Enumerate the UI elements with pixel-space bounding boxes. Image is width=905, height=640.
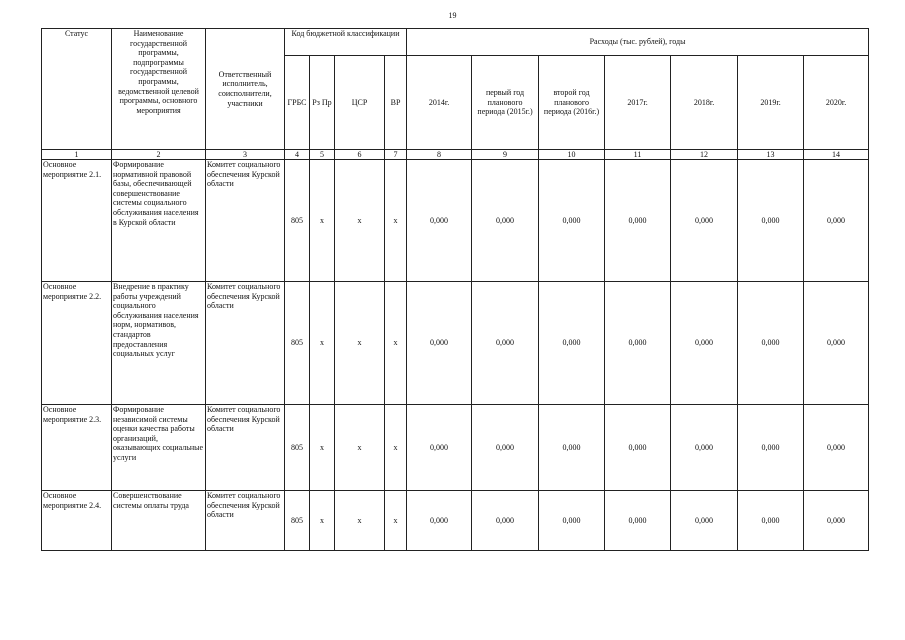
table-row <box>42 405 869 491</box>
row-value: 0,000 <box>407 160 472 282</box>
row-value: 0,000 <box>407 282 472 405</box>
row-value: 0,000 <box>671 160 738 282</box>
column-number: 10 <box>539 150 605 160</box>
row-name: Совершенствование системы оплаты труда <box>112 491 206 551</box>
row-responsible: Комитет социального обеспечения Курской области <box>206 491 285 551</box>
row-status: Основное мероприятие 2.3. <box>42 405 112 491</box>
row-responsible: Комитет социального обеспечения Курской области <box>206 160 285 282</box>
table-row <box>42 491 869 551</box>
row-value: 0,000 <box>407 405 472 491</box>
row-value: 0,000 <box>671 282 738 405</box>
row-name: Формирование нормативной правовой базы, обеспечивающей совершенствование системы социального обслуживания населения в Курской области <box>112 160 206 282</box>
row-name: Формирование независимой системы оценки качества работы организаций, оказывающих социальные услуги <box>112 405 206 491</box>
row-value: 0,000 <box>738 491 804 551</box>
row-value: 0,000 <box>605 282 671 405</box>
column-number: 12 <box>671 150 738 160</box>
column-number: 9 <box>472 150 539 160</box>
row-value: 0,000 <box>738 405 804 491</box>
column-number: 2 <box>112 150 206 160</box>
row-csr: х <box>335 160 385 282</box>
row-status: Основное мероприятие 2.2. <box>42 282 112 405</box>
row-status: Основное мероприятие 2.4. <box>42 491 112 551</box>
row-csr: х <box>335 491 385 551</box>
header-rzpr: Рз Пр <box>310 56 335 150</box>
header-year: 2017г. <box>605 56 671 150</box>
header-expenses: Расходы (тыс. рублей), годы <box>407 29 869 56</box>
header-status: Статус <box>42 29 112 150</box>
row-grbs: 805 <box>285 282 310 405</box>
header-grbs: ГРБС <box>285 56 310 150</box>
row-vr: х <box>385 282 407 405</box>
row-value: 0,000 <box>804 282 869 405</box>
row-value: 0,000 <box>804 160 869 282</box>
row-value: 0,000 <box>472 282 539 405</box>
header-year: 2018г. <box>671 56 738 150</box>
header-year: второй год планового периода (2016г.) <box>539 56 605 150</box>
column-number: 6 <box>335 150 385 160</box>
column-number: 11 <box>605 150 671 160</box>
row-status: Основное мероприятие 2.1. <box>42 160 112 282</box>
row-value: 0,000 <box>539 491 605 551</box>
column-number: 14 <box>804 150 869 160</box>
budget-table <box>41 28 869 551</box>
header-year: первый год планового периода (2015г.) <box>472 56 539 150</box>
row-value: 0,000 <box>472 160 539 282</box>
row-value: 0,000 <box>671 405 738 491</box>
row-vr: х <box>385 160 407 282</box>
row-value: 0,000 <box>804 405 869 491</box>
row-value: 0,000 <box>738 282 804 405</box>
header-year: 2020г. <box>804 56 869 150</box>
header-vr: ВР <box>385 56 407 150</box>
row-csr: х <box>335 282 385 405</box>
row-value: 0,000 <box>605 160 671 282</box>
row-rzpr: х <box>310 282 335 405</box>
row-grbs: 805 <box>285 405 310 491</box>
page-number: 19 <box>448 11 457 20</box>
column-number: 4 <box>285 150 310 160</box>
header-year: 2014г. <box>407 56 472 150</box>
row-rzpr: х <box>310 405 335 491</box>
column-number: 13 <box>738 150 804 160</box>
row-value: 0,000 <box>605 405 671 491</box>
header-budget-code: Код бюджетной классификации <box>285 29 407 56</box>
column-number: 5 <box>310 150 335 160</box>
row-csr: х <box>335 405 385 491</box>
column-number-row <box>42 150 869 160</box>
column-number: 8 <box>407 150 472 160</box>
row-name: Внедрение в практику работы учреждений социального обслуживания населения норм, нормативов, стандартов предоставления социальных услуг <box>112 282 206 405</box>
row-value: 0,000 <box>539 405 605 491</box>
header-csr: ЦСР <box>335 56 385 150</box>
row-grbs: 805 <box>285 491 310 551</box>
row-responsible: Комитет социального обеспечения Курской области <box>206 282 285 405</box>
row-responsible: Комитет социального обеспечения Курской области <box>206 405 285 491</box>
row-value: 0,000 <box>407 491 472 551</box>
row-value: 0,000 <box>804 491 869 551</box>
header-responsible: Ответственный исполнитель, соисполнители, участники <box>206 29 285 150</box>
column-number: 1 <box>42 150 112 160</box>
row-value: 0,000 <box>539 160 605 282</box>
table-row <box>42 160 869 282</box>
header-name: Наименование государственной программы, подпрограммы государственной программы, ведомственной целевой программы, основного мероприятия <box>112 29 206 150</box>
column-number: 7 <box>385 150 407 160</box>
row-rzpr: х <box>310 160 335 282</box>
row-value: 0,000 <box>472 405 539 491</box>
column-number: 3 <box>206 150 285 160</box>
row-rzpr: х <box>310 491 335 551</box>
row-vr: х <box>385 405 407 491</box>
row-value: 0,000 <box>671 491 738 551</box>
row-vr: х <box>385 491 407 551</box>
table-row <box>42 282 869 405</box>
header-year: 2019г. <box>738 56 804 150</box>
row-value: 0,000 <box>738 160 804 282</box>
row-value: 0,000 <box>472 491 539 551</box>
row-value: 0,000 <box>605 491 671 551</box>
row-value: 0,000 <box>539 282 605 405</box>
row-grbs: 805 <box>285 160 310 282</box>
